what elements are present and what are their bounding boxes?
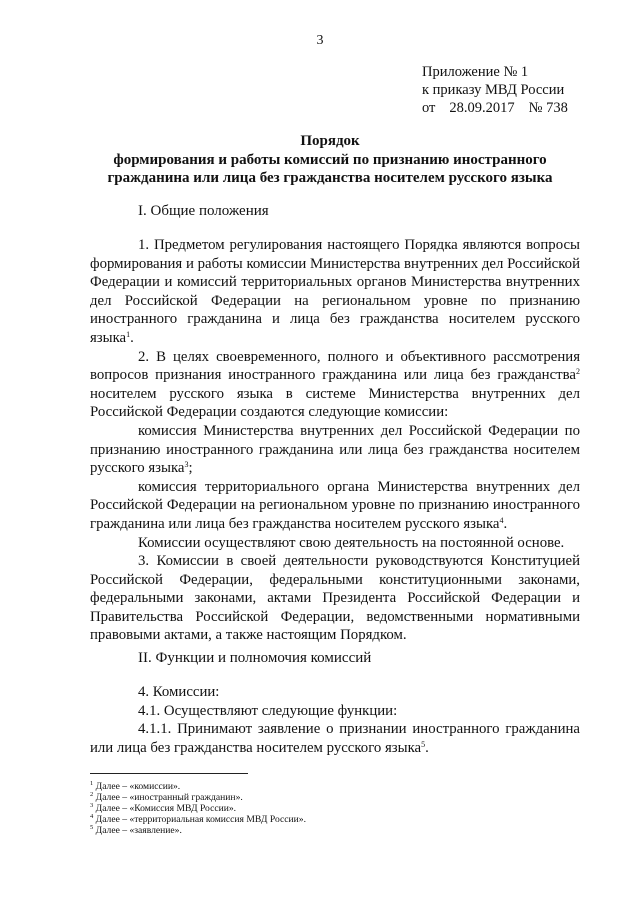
footnote-ref-5: 5 bbox=[421, 739, 426, 749]
footnote: $^2$ Далее – «иностранный гражданин». bbox=[90, 791, 243, 803]
appendix-line-2: к приказу МВД России bbox=[422, 82, 565, 98]
footnote: $^1$ Далее – «комиссии». bbox=[90, 780, 181, 792]
footnote-ref-3: 3 bbox=[184, 460, 189, 470]
footnote-separator bbox=[90, 773, 248, 774]
footnote-ref-2: 2 bbox=[576, 367, 580, 377]
section-2-heading: II. Функции и полномочия комиссий bbox=[138, 650, 372, 666]
title-line-3: гражданина или лица без гражданства носителем русского языка bbox=[107, 170, 553, 186]
paragraph-6: 3. Комиссии в своей деятельности руководствуются Конституцией Российской Федерации, федеральными конституционными законами, федеральными законами, актами Президента Российской Федерации и Правительства Российской Федерации, ведомственными нормативными правовыми актами, а также настоящим Порядком. bbox=[90, 553, 580, 644]
appendix-prefix: от bbox=[422, 100, 436, 116]
footnote-ref-1: 1 bbox=[126, 329, 131, 339]
footnote: $^3$ Далее – «Комиссия МВД России». bbox=[90, 802, 237, 814]
paragraph-4: комиссия территориального органа Министерства внутренних дел Российской Федерации на региональном уровне по признанию иностранного гражданина или лица без гражданства носителем русского языка$^4$. bbox=[90, 478, 580, 532]
paragraph-8: 4.1. Осуществляют следующие функции: bbox=[138, 702, 398, 719]
appendix-date: 28.09.2017 bbox=[449, 100, 515, 116]
appendix-number: № 738 bbox=[528, 100, 568, 116]
document-title bbox=[60, 132, 600, 188]
paragraph-7: 4. Комиссии: bbox=[138, 684, 220, 700]
paragraph-5: Комиссии осуществляют свою деятельность на постоянной основе. bbox=[138, 534, 565, 551]
paragraph-1: 1. Предметом регулирования настоящего Порядка являются вопросы формирования и работы комиссии Министерства внутренних дел Российской Федерации и комиссий территориальных органов Министерства внутренних дел Российской Федерации на региональном уровне по признанию иностранного гражданина и лица без гражданства носителем русского языка$^1$. bbox=[90, 237, 580, 346]
page-number: 3 bbox=[316, 33, 324, 48]
footnote: $^5$ Далее – «заявление». bbox=[90, 824, 182, 836]
paragraph-3: комиссия Министерства внутренних дел Российской Федерации по признанию иностранного гражданина или лица без гражданства носителем русского языка$^3$; bbox=[90, 422, 580, 477]
section-1-heading: I. Общие положения bbox=[138, 203, 269, 219]
appendix-line-3 bbox=[422, 99, 568, 117]
section-1-body bbox=[90, 236, 580, 645]
title-line-2: формирования и работы комиссий по признанию иностранного bbox=[113, 151, 547, 168]
paragraph-2: 2. В целях своевременного, полного и объективного рассмотрения вопросов признания иностранного гражданина или лица без гражданства$^2$ носителем русского языка в системе Министерства внутренних дел Российской Федерации создаются следующие комиссии: bbox=[90, 348, 580, 421]
appendix-line-1: Приложение № 1 bbox=[422, 64, 529, 80]
footnote-ref-4: 4 bbox=[499, 515, 504, 525]
appendix-block bbox=[422, 63, 568, 117]
title-line-1: Порядок bbox=[300, 133, 360, 149]
paragraph-9: 4.1.1. Принимают заявление о признании иностранного гражданина или лица без гражданства носителем русского языка$^5$. bbox=[90, 721, 580, 756]
footnotes bbox=[90, 781, 306, 836]
footnote: $^4$ Далее – «территориальная комиссия МВД России». bbox=[90, 813, 306, 825]
section-2-body bbox=[90, 683, 580, 757]
